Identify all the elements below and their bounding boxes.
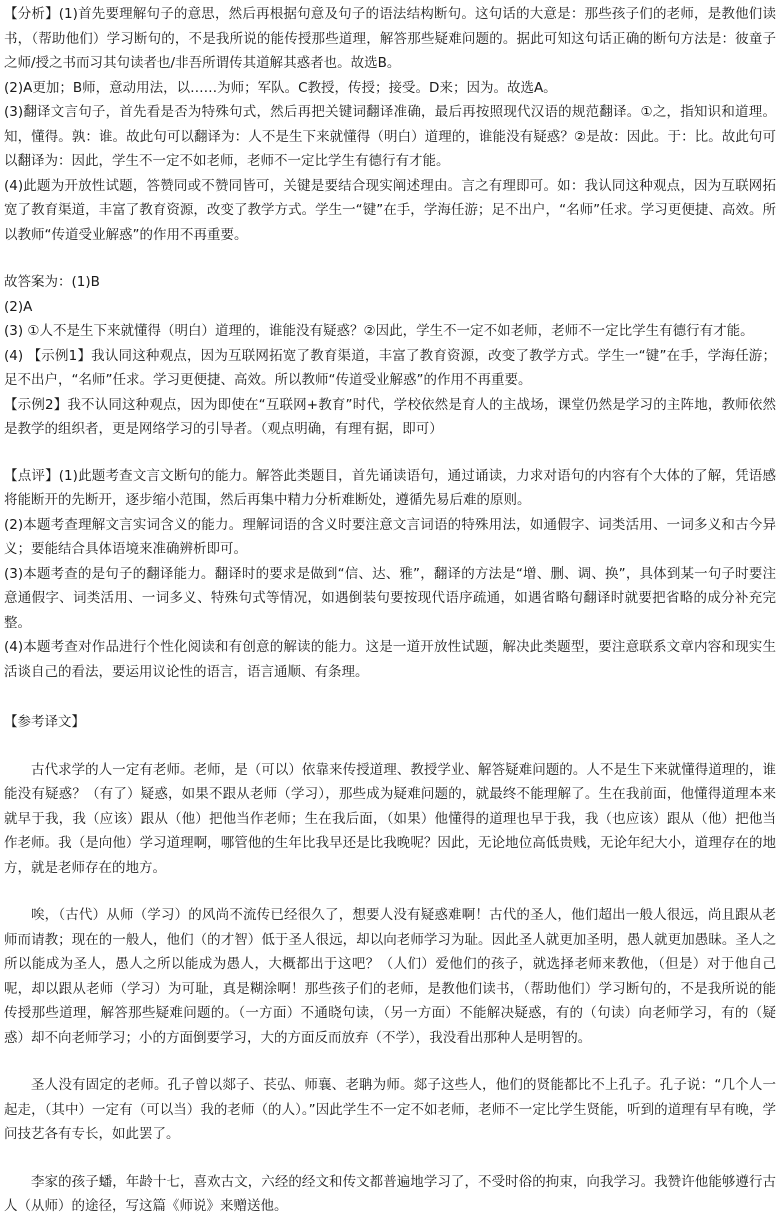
analysis-part-3: (3)翻译文言句子，首先看是否为特殊句式，然后再把关键词翻译准确，最后再按照现代汉语的规范翻译。①之，指知识和道理。知，懂得。孰：谁。故此句可以翻译为：人不是生下来就懂得（明白）道理的，谁能没有疑惑？②是故：因此。于：比。故此句可以翻译为：因此，学生不一定不如老师，老师不一定比学生有德行有才能。 [4, 104, 776, 169]
analysis-section [4, 2, 776, 247]
analysis-part-2: (2)A更加；B师，意动用法，以……为师；军队。C教授，传授；接受。D来；因为。故选A。 [4, 79, 557, 96]
answer-section [4, 270, 776, 442]
translation-paragraph-3: 圣人没有固定的老师。孔子曾以郯子、苌弘、师襄、老聃为师。郯子这些人，他们的贤能都比不上孔子。孔子说：“几个人一起走，（其中）一定有（可以当）我的老师（的人）。”因此学生不一定不如老师，老师不一定比学生贤能，听到的道理有早有晚，学问技艺各有专长，如此罢了。 [4, 1077, 776, 1142]
comment-section [4, 464, 776, 685]
translation-paragraph-2: 唉，（古代）从师（学习）的风尚不流传已经很久了，想要人没有疑惑难啊！古代的圣人，他们超出一般人很远，尚且跟从老师而请教；现在的一般人，他们（的才智）低于圣人很远，却以向老师学习为耻。因此圣人就更加圣明，愚人就更加愚昧。圣人之所以能成为圣人，愚人之所以能成为愚人，大概都出于这吧？（人们）爱他们的孩子，就选择老师来教他，（但是）对于他自己呢，却以跟从老师（学习）为可耻，真是糊涂啊！那些孩子们的老师，是教他们读书，（帮助他们）学习断句的，不是我所说的能传授那些道理，解答那些疑难问题的。（一方面）不通晓句读，（另一方面）不能解决疑惑，有的（句读）向老师学习，有的（疑惑）却不向老师学习；小的方面倒要学习，大的方面反而放弃（不学），我没看出那种人是明智的。 [4, 907, 776, 1046]
translation-section [4, 710, 776, 1219]
translation-body [4, 758, 776, 1219]
translation-heading: 【参考译文】 [4, 714, 85, 730]
comment-part-3: (3)本题考查的是句子的翻译能力。翻译时的要求是做到“信、达、雅”，翻译的方法是“增、删、调、换”，具体到某一句子时要注意通假字、词类活用、一词多义、特殊句式等情况，如遇倒装句要按现代语序疏通，如遇省略句翻译时就要把省略的成分补充完整。 [4, 565, 776, 631]
translation-paragraph-1: 古代求学的人一定有老师。老师，是（可以）依靠来传授道理、教授学业、解答疑难问题的。人不是生下来就懂得道理的，谁能没有疑惑？（有了）疑惑，如果不跟从老师（学习），那些成为疑难问题的，就最终不能理解了。生在我前面，他懂得道理本来就早于我，我（应该）跟从（他）把他当作老师；生在我后面，（如果）他懂得的道理也早于我，我（也应该）跟从（他）把他当作老师。我（是向他）学习道理啊，哪管他的生年比我早还是比我晚呢？因此，无论地位高低贵贱，无论年纪大小，道理存在的地方，就是老师存在的地方。 [4, 761, 776, 876]
comment-part-4: (4)本题考查对作品进行个性化阅读和有创意的解读的能力。这是一道开放性试题，解决此类题型，要注意联系文章内容和现实生活谈自己的看法，要运用议论性的语言，语言通顺、有条理。 [4, 639, 776, 680]
translation-paragraph-4: 李家的孩子蟠，年龄十七，喜欢古文，六经的经文和传文都普遍地学习了，不受时俗的拘束，向我学习。我赞许他能够遵行古人（从师）的途径，写这篇《师说》来赠送他。 [4, 1173, 776, 1214]
comment-part-1: 【点评】(1)此题考查文言文断句的能力。解答此类题目，首先诵读语句，通过诵读，力求对语句的内容有个大体的了解，凭语感将能断开的先断开，逐步缩小范围，然后再集中精力分析难断处，遵循先易后难的原则。 [4, 467, 776, 508]
answer-part-4-example-2: 【示例2】我不认同这种观点，因为即使在“互联网+教育”时代，学校依然是育人的主战场，课堂仍然是学习的主阵地，教师依然是教学的组织者，更是网络学习的引导者。（观点明确，有理有据，即可） [4, 396, 776, 437]
comment-part-2: (2)本题考查理解文言实词含义的能力。理解词语的含义时要注意文言词语的特殊用法，如通假字、词类活用、一词多义和古今异义；要能结合具体语境来准确辨析即可。 [4, 516, 776, 557]
analysis-part-1: 【分析】(1)首先要理解句子的意思，然后再根据句意及句子的语法结构断句。这句话的大意是：那些孩子们的老师，是教他们读书，（帮助他们）学习断句的，不是我所说的能传授那些道理，解答那些疑难问题的。据此可知这句话正确的断句方法是：彼童子之师/授之书而习其句读者也/非吾所谓传其道解其惑者也。故选B。 [4, 6, 776, 71]
answer-part-3: (3) ①人不是生下来就懂得（明白）道理的，谁能没有疑惑？②因此，学生不一定不如老师，老师不一定比学生有德行有才能。 [4, 323, 754, 339]
answer-part-1: 故答案为：(1)B [4, 274, 100, 290]
answer-part-2: (2)A [4, 298, 33, 315]
analysis-part-4: (4)此题为开放性试题，答赞同或不赞同皆可，关键是要结合现实阐述理由。言之有理即可。如：我认同这种观点，因为互联网拓宽了教育渠道，丰富了教育资源，改变了教学方式。学生一“键”在手，学海任游；足不出户，“名师”任求。学习更便捷、高效。所以教师“传道受业解惑”的作用不再重要。 [4, 177, 776, 243]
answer-part-4-example-1: (4) 【示例1】我认同这种观点，因为互联网拓宽了教育渠道，丰富了教育资源，改变了教学方式。学生一“键”在手，学海任游；足不出户，“名师”任求。学习更便捷、高效。所以教师“传道受业解惑”的作用不再重要。 [4, 347, 776, 388]
